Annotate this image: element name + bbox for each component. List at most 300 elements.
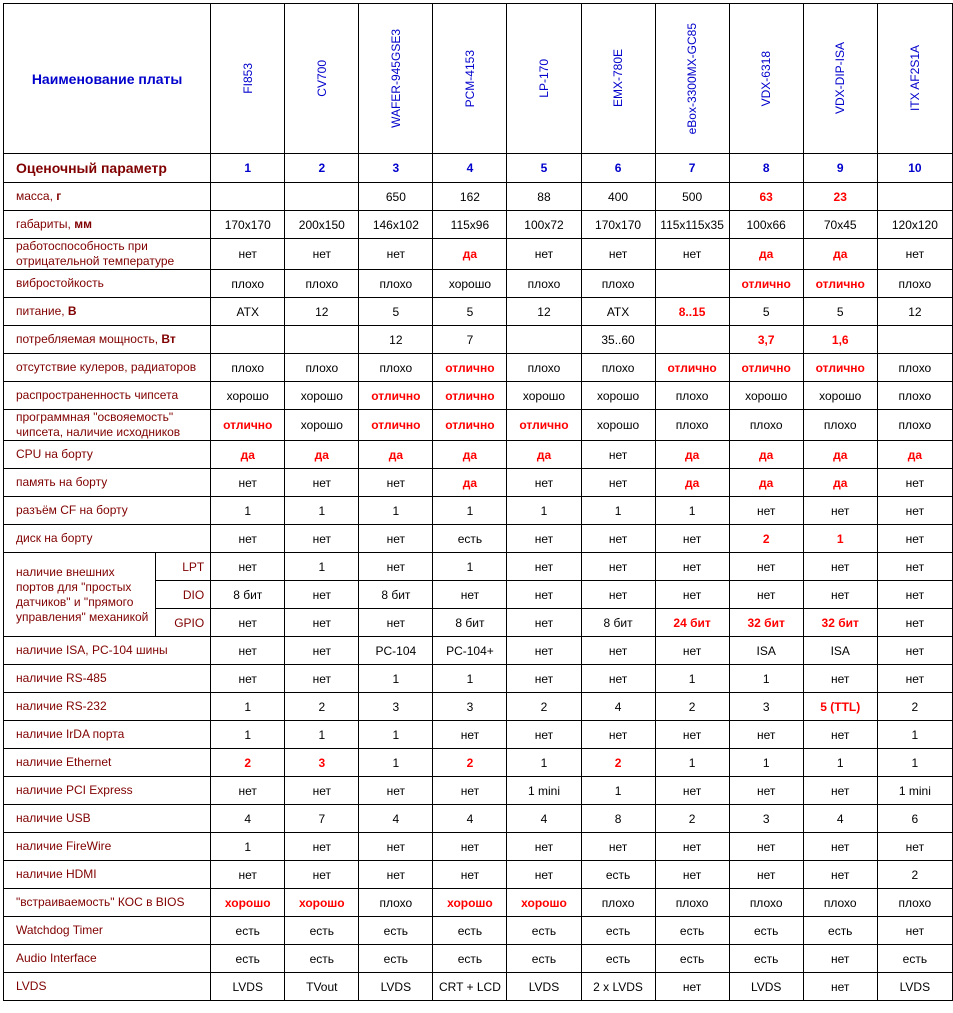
value-cell: хорошо [285,889,359,917]
value-cell [285,326,359,354]
value-cell: есть [433,917,507,945]
row-label-text: габариты, [16,217,75,231]
value-cell: 5 (TTL) [803,693,877,721]
value-cell: 2 [877,861,952,889]
value-cell: ATX [211,298,285,326]
value-cell: отлично [433,382,507,410]
value-cell: 170x170 [211,211,285,239]
value-cell: нет [803,665,877,693]
board-number: 5 [507,154,581,183]
value-cell: ATX [581,298,655,326]
value-cell: нет [359,609,433,637]
board-name-cell [729,4,803,154]
value-cell: 8 бит [581,609,655,637]
value-cell: плохо [877,889,952,917]
value-cell: 146x102 [359,211,433,239]
board-name: EMX-780E [611,49,626,108]
row-label [4,326,211,354]
value-cell: 3 [729,805,803,833]
value-cell: 162 [433,183,507,211]
row-label [4,973,211,1001]
board-name: VDX-6318 [759,50,774,107]
value-cell: нет [211,609,285,637]
row-label [4,469,211,497]
value-cell: нет [877,553,952,581]
row-label [4,270,211,298]
value-cell: есть [211,917,285,945]
value-cell: 1 [581,497,655,525]
value-cell: да [507,441,581,469]
value-cell: отлично [729,354,803,382]
value-cell: плохо [729,410,803,441]
row-label [4,861,211,889]
value-cell: 1 [211,497,285,525]
value-cell: нет [803,581,877,609]
value-cell: да [729,239,803,270]
value-cell: отлично [803,354,877,382]
row-label [4,354,211,382]
value-cell: хорошо [211,382,285,410]
value-cell: 4 [581,693,655,721]
board-name: FI853 [240,63,255,94]
value-cell: нет [729,581,803,609]
value-cell: ISA [729,637,803,665]
board-number: 2 [285,154,359,183]
value-cell: нет [877,469,952,497]
value-cell: отлично [359,410,433,441]
port-type: LPT [156,553,211,581]
row-label-text: наличие USB [16,811,91,825]
row-label-text: наличие HDMI [16,867,97,881]
value-cell: 2 [581,749,655,777]
row-unit: В [67,304,77,318]
value-cell: 1 [877,749,952,777]
value-cell: 1 [655,749,729,777]
value-cell: нет [581,469,655,497]
value-cell: 1 [359,721,433,749]
value-cell: 3 [729,693,803,721]
board-name: ITX AF2S1A [907,45,922,112]
board-number: 8 [729,154,803,183]
value-cell: нет [877,637,952,665]
value-cell: TVout [285,973,359,1001]
value-cell: нет [655,777,729,805]
row-label-text: память на борту [16,475,108,489]
value-cell: нет [507,553,581,581]
value-cell: плохо [285,354,359,382]
value-cell: 2 [655,693,729,721]
value-cell: плохо [803,410,877,441]
board-number: 7 [655,154,729,183]
row-label [4,665,211,693]
value-cell: есть [507,917,581,945]
value-cell: 63 [729,183,803,211]
value-cell: отлично [433,354,507,382]
value-cell: 8 бит [211,581,285,609]
value-cell: нет [211,239,285,270]
value-cell: да [211,441,285,469]
row-label-text: распространенность чипсета [16,388,179,402]
value-cell: 100x66 [729,211,803,239]
row-unit: Вт [161,332,176,346]
value-cell: да [359,441,433,469]
value-cell: плохо [211,270,285,298]
value-cell: 1 [507,497,581,525]
value-cell: 5 [433,298,507,326]
value-cell: да [655,441,729,469]
value-cell: отлично [729,270,803,298]
value-cell: 120x120 [877,211,952,239]
value-cell: 7 [285,805,359,833]
value-cell: 1 [803,749,877,777]
value-cell: хорошо [581,410,655,441]
value-cell: 3,7 [729,326,803,354]
value-cell: нет [211,469,285,497]
value-cell: плохо [655,889,729,917]
value-cell: да [803,441,877,469]
value-cell: плохо [581,354,655,382]
value-cell [285,183,359,211]
value-cell: нет [581,239,655,270]
comparison-table [3,3,953,1001]
value-cell: LVDS [359,973,433,1001]
value-cell: нет [285,637,359,665]
value-cell: есть [581,861,655,889]
value-cell: 1 mini [507,777,581,805]
value-cell: есть [285,945,359,973]
value-cell: 2 [877,693,952,721]
board-name: LP-170 [536,59,551,98]
value-cell: да [803,469,877,497]
value-cell [877,326,952,354]
value-cell: нет [581,721,655,749]
value-cell: есть [359,917,433,945]
row-label-text: наличие Ethernet [16,755,112,769]
value-cell: 1 [655,497,729,525]
value-cell: есть [581,945,655,973]
value-cell: хорошо [433,889,507,917]
value-cell: нет [803,861,877,889]
value-cell: нет [359,525,433,553]
value-cell: 12 [507,298,581,326]
value-cell: нет [211,861,285,889]
row-label [4,917,211,945]
value-cell: 1 [211,721,285,749]
value-cell: 4 [433,805,507,833]
value-cell: нет [655,239,729,270]
value-cell: плохо [507,354,581,382]
board-name-cell [581,4,655,154]
value-cell: PC-104+ [433,637,507,665]
value-cell: нет [581,553,655,581]
row-label-text: наличие FireWire [16,839,112,853]
board-number: 1 [211,154,285,183]
value-cell: 1 [655,665,729,693]
value-cell: да [433,239,507,270]
value-cell: нет [803,945,877,973]
value-cell: LVDS [729,973,803,1001]
value-cell: есть [581,917,655,945]
value-cell: 35..60 [581,326,655,354]
value-cell: нет [729,721,803,749]
value-cell: есть [729,945,803,973]
value-cell: нет [507,861,581,889]
value-cell: нет [433,833,507,861]
value-cell: 2 [655,805,729,833]
value-cell: есть [655,917,729,945]
value-cell: 1 [507,749,581,777]
value-cell: отлично [655,354,729,382]
row-label-text: программная "освояемость" чипсета, наличие исходников [16,410,181,439]
value-cell: да [803,239,877,270]
value-cell: нет [285,525,359,553]
value-cell: нет [211,665,285,693]
value-cell: отлично [433,410,507,441]
row-label [4,298,211,326]
value-cell: плохо [359,270,433,298]
value-cell: 5 [729,298,803,326]
value-cell: нет [877,833,952,861]
value-cell: 1 [581,777,655,805]
row-label [4,721,211,749]
value-cell: нет [581,441,655,469]
value-cell: LVDS [507,973,581,1001]
value-cell: нет [285,665,359,693]
value-cell: нет [877,665,952,693]
value-cell: 5 [359,298,433,326]
value-cell: есть [877,945,952,973]
value-cell: нет [211,553,285,581]
board-name-cell [359,4,433,154]
value-cell: нет [359,553,433,581]
value-cell: нет [729,777,803,805]
board-number: 3 [359,154,433,183]
value-cell: хорошо [803,382,877,410]
value-cell: 24 бит [655,609,729,637]
value-cell: нет [433,581,507,609]
value-cell: 6 [877,805,952,833]
value-cell: нет [507,721,581,749]
value-cell: хорошо [507,382,581,410]
row-label-text: разъём CF на борту [16,503,128,517]
value-cell: плохо [655,410,729,441]
value-cell: нет [877,239,952,270]
value-cell: 500 [655,183,729,211]
value-cell: нет [655,861,729,889]
value-cell: 2 [211,749,285,777]
row-label-text: LVDS [16,979,47,993]
row-label-text: отсутствие кулеров, радиаторов [16,360,197,374]
row-label-text: наличие IrDA порта [16,727,125,741]
value-cell: нет [433,861,507,889]
value-cell: нет [285,833,359,861]
board-name-cell [803,4,877,154]
value-cell: плохо [877,382,952,410]
board-name-cell [877,4,952,154]
value-cell: плохо [359,354,433,382]
value-cell: нет [507,581,581,609]
value-cell: плохо [285,270,359,298]
row-label-text: вибростойкость [16,276,104,290]
value-cell: 5 [803,298,877,326]
value-cell: плохо [877,354,952,382]
row-label-text: CPU на борту [16,447,93,461]
value-cell: нет [581,833,655,861]
value-cell: хорошо [285,410,359,441]
value-cell: есть [285,917,359,945]
value-cell: нет [507,609,581,637]
value-cell: 1 [211,833,285,861]
value-cell: 1 [285,497,359,525]
value-cell: 115x96 [433,211,507,239]
value-cell: 2 [433,749,507,777]
board-name: VDX-DIP-ISA [833,42,848,115]
ports-label: наличие внешних портов для "простых датчиков" и "прямого управления" механикой [4,553,156,637]
value-cell: нет [877,917,952,945]
value-cell: 1 [433,553,507,581]
row-label-text: питание, [16,304,68,318]
board-name-cell [507,4,581,154]
value-cell: нет [655,581,729,609]
value-cell: хорошо [285,382,359,410]
value-cell: да [877,441,952,469]
value-cell: нет [803,721,877,749]
value-cell: отлично [211,410,285,441]
value-cell: 1 [211,693,285,721]
value-cell: 32 бит [729,609,803,637]
value-cell: нет [507,239,581,270]
value-cell: нет [285,581,359,609]
port-type: DIO [156,581,211,609]
value-cell: нет [803,833,877,861]
value-cell: плохо [211,354,285,382]
value-cell: нет [655,973,729,1001]
value-cell: отлично [359,382,433,410]
row-label-text: Audio Interface [16,951,97,965]
row-label [4,833,211,861]
row-label [4,441,211,469]
value-cell: плохо [655,382,729,410]
value-cell: нет [359,861,433,889]
value-cell: нет [729,553,803,581]
value-cell: 2 x LVDS [581,973,655,1001]
value-cell: нет [285,777,359,805]
board-number: 9 [803,154,877,183]
value-cell: нет [285,469,359,497]
value-cell: нет [729,833,803,861]
row-label [4,183,211,211]
value-cell: есть [729,917,803,945]
value-cell: 1 [359,665,433,693]
board-name: eBox-3300MX-GC85 [685,22,700,135]
board-number: 10 [877,154,952,183]
value-cell: 12 [359,326,433,354]
value-cell: нет [285,609,359,637]
value-cell: да [729,469,803,497]
value-cell [655,270,729,298]
row-label-text: Watchdog Timer [16,923,103,937]
value-cell: 23 [803,183,877,211]
value-cell: нет [655,553,729,581]
value-cell: нет [211,637,285,665]
value-cell: нет [877,609,952,637]
value-cell: нет [877,581,952,609]
value-cell: 115x115x35 [655,211,729,239]
value-cell: нет [877,525,952,553]
value-cell: плохо [803,889,877,917]
value-cell: 12 [877,298,952,326]
value-cell: нет [433,721,507,749]
value-cell: 1 [433,665,507,693]
row-label [4,497,211,525]
value-cell: 1 [729,749,803,777]
board-name: CV700 [314,60,329,97]
row-unit: мм [74,217,92,231]
value-cell: плохо [729,889,803,917]
row-label [4,382,211,410]
value-cell: 1 [359,749,433,777]
value-cell: PC-104 [359,637,433,665]
board-name: PCM-4153 [462,49,477,108]
value-cell: 4 [211,805,285,833]
value-cell: 3 [359,693,433,721]
value-cell: нет [211,777,285,805]
board-name: WAFER-945GSE3 [388,29,403,128]
board-number: 4 [433,154,507,183]
value-cell: отлично [507,410,581,441]
value-cell: нет [433,777,507,805]
value-cell: 1 [359,497,433,525]
value-cell: нет [359,239,433,270]
value-cell: 1 mini [877,777,952,805]
row-unit: г [56,189,62,203]
value-cell: хорошо [729,382,803,410]
value-cell: нет [359,833,433,861]
value-cell: 1 [803,525,877,553]
value-cell: нет [507,469,581,497]
value-cell [211,183,285,211]
value-cell: нет [581,581,655,609]
value-cell: ISA [803,637,877,665]
value-cell [211,326,285,354]
value-cell: нет [507,637,581,665]
value-cell: 100x72 [507,211,581,239]
value-cell: да [433,469,507,497]
value-cell: нет [507,525,581,553]
value-cell: 400 [581,183,655,211]
row-label [4,239,211,270]
value-cell: 12 [285,298,359,326]
value-cell: есть [655,945,729,973]
value-cell: 3 [433,693,507,721]
value-cell: есть [359,945,433,973]
value-cell: нет [655,833,729,861]
value-cell [877,183,952,211]
value-cell: 650 [359,183,433,211]
value-cell: нет [359,777,433,805]
value-cell: 4 [507,805,581,833]
value-cell: нет [359,469,433,497]
value-cell: нет [803,973,877,1001]
value-cell: да [729,441,803,469]
value-cell: плохо [581,270,655,298]
row-label [4,805,211,833]
board-number: 6 [581,154,655,183]
value-cell: есть [803,917,877,945]
value-cell: нет [803,777,877,805]
value-cell: CRT + LCD [433,973,507,1001]
board-name-cell [211,4,285,154]
